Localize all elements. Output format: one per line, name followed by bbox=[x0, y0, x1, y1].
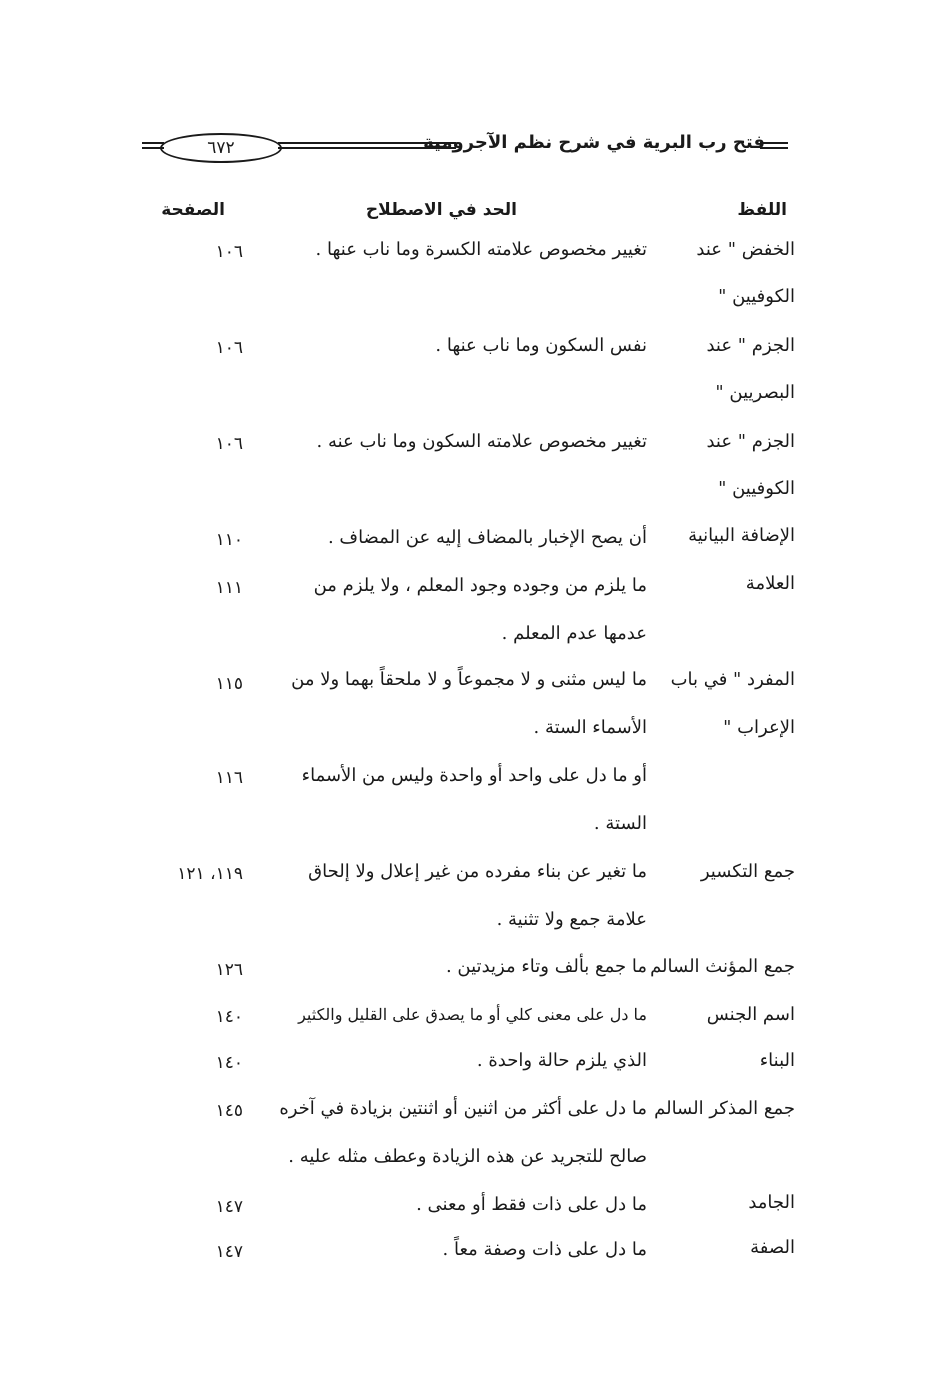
row-page: ١٠٦ bbox=[215, 338, 243, 358]
row-page: ١٤٧ bbox=[215, 1242, 243, 1262]
row-term: البناء bbox=[759, 1050, 795, 1071]
row-page: ١٢٦ bbox=[215, 960, 243, 980]
row-term: جمع التكسير bbox=[700, 861, 795, 882]
row-definition: أو ما دل على واحد أو واحدة وليس من الأسماء bbox=[301, 765, 647, 786]
column-header-definition: الحد في الاصطلاح bbox=[365, 200, 517, 220]
row-page: ١١٠ bbox=[215, 530, 243, 550]
row-term: الجامد bbox=[748, 1192, 795, 1213]
row-page: ١١٦ bbox=[215, 768, 243, 788]
page-number: ٦٧٢ bbox=[160, 133, 282, 163]
row-term: العلامة bbox=[745, 573, 795, 594]
row-term: الخفض " عند bbox=[696, 239, 795, 260]
row-page: ١٠٦ bbox=[215, 434, 243, 454]
row-term: البصريين " bbox=[715, 382, 795, 403]
row-term: الجزم " عند bbox=[706, 335, 795, 356]
row-definition: ما ليس مثنى و لا مجموعاً و لا ملحقاً بهما ولا من bbox=[291, 669, 647, 690]
row-definition: صالح للتجريد عن هذه الزيادة وعطف مثله عليه . bbox=[288, 1146, 647, 1167]
header-rule-left bbox=[142, 142, 164, 149]
row-definition: ما دل على معنى كلي أو ما يصدق على القليل والكثير bbox=[298, 1005, 647, 1024]
row-definition: تغيير مخصوص علامته الكسرة وما ناب عنها . bbox=[315, 239, 647, 260]
row-definition: ما تغير عن بناء مفرده من غير إعلال ولا إلحاق bbox=[308, 861, 647, 882]
row-definition: ما جمع بألف وتاء مزيدتين . bbox=[445, 956, 647, 977]
row-term: الكوفيين " bbox=[718, 286, 795, 307]
row-term: الكوفيين " bbox=[718, 478, 795, 499]
row-definition: ما دل على ذات وصفة معاً . bbox=[442, 1239, 647, 1260]
column-header-page: الصفحة bbox=[161, 200, 225, 220]
row-definition: أن يصح الإخبار بالمضاف إليه عن المضاف . bbox=[327, 527, 647, 548]
row-page: ١٤٥ bbox=[215, 1101, 243, 1121]
running-title: فتح رب البرية في شرح نظم الآجرومية bbox=[423, 132, 765, 153]
row-definition: عدمها عدم المعلم . bbox=[501, 623, 647, 644]
row-page: ١١١ bbox=[215, 578, 243, 598]
row-page: ١١٥ bbox=[215, 674, 243, 694]
row-page: ١١٩، ١٢١ bbox=[177, 864, 243, 884]
row-term: المفرد " في باب bbox=[670, 669, 795, 690]
row-page: ١٤٠ bbox=[215, 1053, 243, 1073]
row-definition: ما يلزم من وجوده وجود المعلم ، ولا يلزم من bbox=[313, 575, 647, 596]
row-term: جمع المؤنث السالم bbox=[650, 956, 795, 977]
row-definition: الستة . bbox=[593, 813, 647, 834]
row-term: الصفة bbox=[750, 1237, 795, 1258]
row-definition: ما دل على أكثر من اثنين أو اثنتين بزيادة في آخره bbox=[279, 1098, 647, 1119]
row-page: ١٤٠ bbox=[215, 1007, 243, 1027]
running-header bbox=[0, 128, 947, 168]
row-definition: علامة جمع ولا تثنية . bbox=[496, 909, 647, 930]
row-page: ١٠٦ bbox=[215, 242, 243, 262]
row-definition: نفس السكون وما ناب عنها . bbox=[435, 335, 647, 356]
row-term: الإضافة البيانية bbox=[688, 525, 795, 546]
header-rule-middle bbox=[278, 142, 456, 149]
row-term: الجزم " عند bbox=[706, 431, 795, 452]
row-definition: ما دل على ذات فقط أو معنى . bbox=[416, 1194, 647, 1215]
row-term: اسم الجنس bbox=[706, 1004, 795, 1025]
row-term: الإعراب " bbox=[723, 717, 795, 738]
row-page: ١٤٧ bbox=[215, 1197, 243, 1217]
row-term: جمع المذكر السالم bbox=[654, 1098, 795, 1119]
row-definition: تغيير مخصوص علامته السكون وما ناب عنه . bbox=[316, 431, 647, 452]
row-definition: الأسماء الستة . bbox=[533, 717, 647, 738]
row-definition: الذي يلزم حالة واحدة . bbox=[476, 1050, 647, 1071]
column-header-term: اللفظ bbox=[737, 200, 787, 220]
